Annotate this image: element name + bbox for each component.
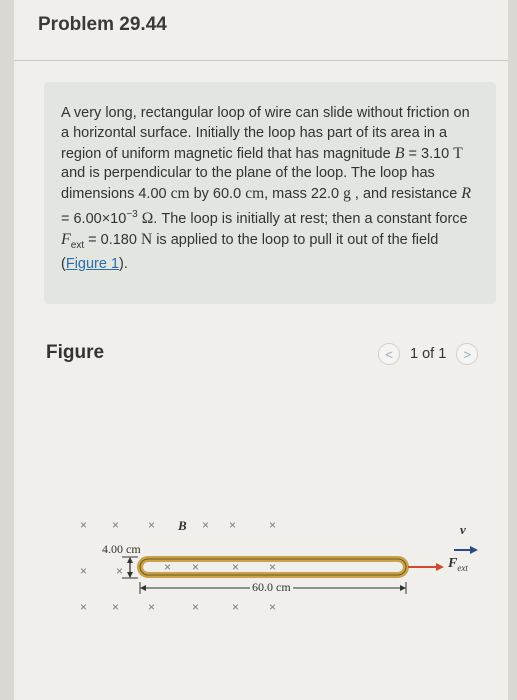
r-exponent: −3 <box>126 208 138 220</box>
loop-diagram-svg <box>14 380 508 700</box>
force-symbol: F <box>448 556 458 571</box>
problem-text-part: by 60.0 <box>189 186 246 203</box>
figure-page-indicator: 1 of 1 <box>410 346 447 362</box>
problem-page <box>14 0 508 700</box>
svg-text:×: × <box>229 518 237 532</box>
problem-text-part: and is perpendicular to the plane of the loop. The loop has dimensions 4.00 <box>61 165 435 203</box>
r-value: = 6.00×10 <box>61 210 127 227</box>
svg-text:×: × <box>116 564 124 578</box>
svg-text:×: × <box>192 600 200 614</box>
figure-pager <box>378 343 478 365</box>
svg-text:×: × <box>80 564 88 578</box>
b-value: = 3.10 <box>404 145 454 162</box>
svg-text:×: × <box>269 518 277 532</box>
svg-text:×: × <box>148 600 156 614</box>
svg-text:×: × <box>269 560 277 574</box>
r-symbol: R <box>461 185 472 203</box>
f-value: = 0.180 <box>84 231 141 248</box>
chevron-left-icon: < <box>385 346 393 362</box>
svg-text:×: × <box>202 518 210 532</box>
svg-text:×: × <box>232 600 240 614</box>
problem-text-part: is applied to the loop to pull it out of the field ( <box>61 231 439 273</box>
problem-text-part: , and resistance <box>350 186 462 203</box>
svg-text:×: × <box>232 560 240 574</box>
svg-text:×: × <box>112 600 120 614</box>
force-label <box>448 556 468 573</box>
figure-diagram <box>14 380 508 700</box>
svg-text:×: × <box>269 600 277 614</box>
r-unit: Ω <box>141 209 154 227</box>
mass-unit: g <box>343 185 351 203</box>
dim-unit: cm <box>170 185 190 203</box>
next-figure-button[interactable] <box>456 343 478 365</box>
problem-statement-box <box>44 82 496 304</box>
problem-text-part: . The loop is initially at rest; then a constant force <box>153 210 468 227</box>
b-unit: T <box>453 144 463 162</box>
velocity-label: v <box>460 522 466 537</box>
field-label: B <box>178 518 187 533</box>
length-label: 60.0 cm <box>252 580 291 594</box>
problem-text-part: A very long, rectangular loop of wire can slide without friction on a horizontal surface. Initially the loop has part of its area in a region of uniform magnetic field that has magnitude <box>61 105 470 162</box>
f-subscript: ext <box>70 239 85 251</box>
svg-text:×: × <box>148 518 156 532</box>
figure-heading: Figure <box>46 342 105 363</box>
dim-unit: cm <box>245 185 265 203</box>
svg-text:×: × <box>192 560 200 574</box>
divider <box>14 60 508 61</box>
problem-text-part: ). <box>119 256 128 273</box>
chevron-right-icon: > <box>463 346 472 362</box>
problem-text-part: , mass 22.0 <box>264 186 344 203</box>
svg-text:×: × <box>164 560 172 574</box>
f-symbol: F <box>61 230 71 248</box>
svg-text:×: × <box>80 600 88 614</box>
figure-link[interactable]: Figure 1 <box>65 256 120 273</box>
svg-text:×: × <box>112 518 120 532</box>
svg-text:×: × <box>80 518 88 532</box>
problem-title: Problem 29.44 <box>38 14 167 35</box>
b-symbol: B <box>394 144 405 162</box>
force-subscript: ext <box>457 562 468 573</box>
f-unit: N <box>140 230 153 248</box>
prev-figure-button[interactable] <box>378 343 400 365</box>
width-label: 4.00 cm <box>102 542 141 556</box>
problem-statement <box>61 104 481 275</box>
